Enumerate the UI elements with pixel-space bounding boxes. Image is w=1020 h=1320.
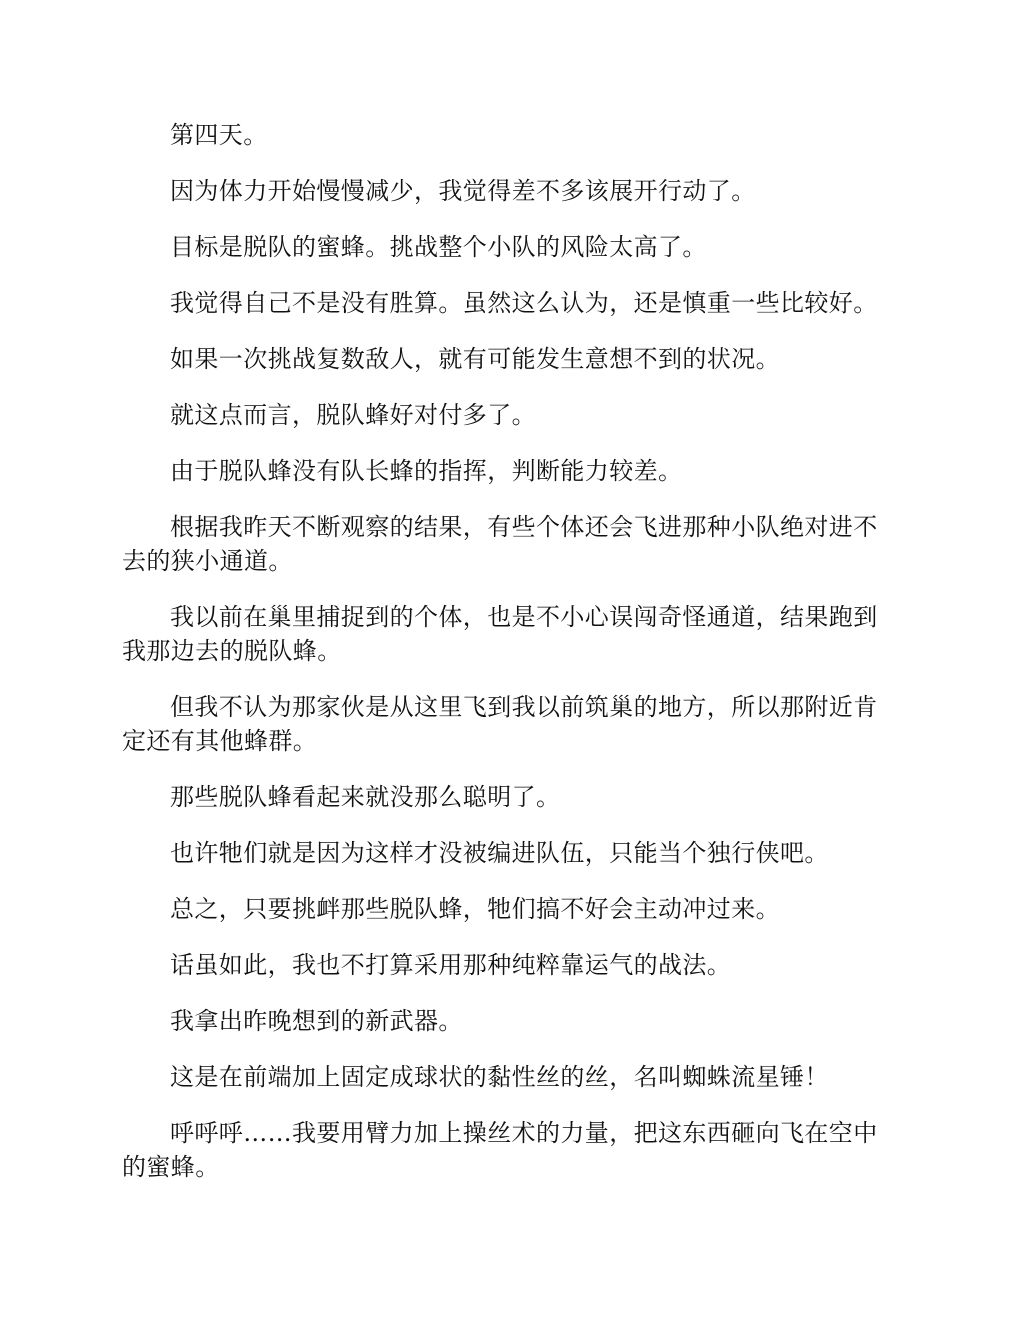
paragraph-16: 这是在前端加上固定成球状的黏性丝的丝，名叫蜘蛛流星锤！	[170, 1063, 829, 1091]
paragraph-5: 如果一次挑战复数敌人，就有可能发生意想不到的状况。	[170, 345, 780, 373]
paragraph-4: 我觉得自己不是没有胜算。虽然这么认为，还是慎重一些比较好。	[170, 289, 878, 317]
paragraph-2: 因为体力开始慢慢减少，我觉得差不多该展开行动了。	[170, 177, 756, 205]
paragraph-13: 总之，只要挑衅那些脱队蜂，牠们搞不好会主动冲过来。	[170, 895, 780, 923]
paragraph-9: 我以前在巢里捕捉到的个体，也是不小心误闯奇怪通道，结果跑到我那边去的脱队蜂。	[122, 603, 878, 665]
paragraph-10: 但我不认为那家伙是从这里飞到我以前筑巢的地方，所以那附近肯定还有其他蜂群。	[122, 693, 878, 755]
paragraph-6: 就这点而言，脱队蜂好对付多了。	[170, 401, 536, 429]
paragraph-7: 由于脱队蜂没有队长蜂的指挥，判断能力较差。	[170, 457, 683, 485]
paragraph-8: 根据我昨天不断观察的结果，有些个体还会飞进那种小队绝对进不去的狭小通道。	[122, 513, 878, 575]
paragraph-15: 我拿出昨晚想到的新武器。	[170, 1007, 463, 1035]
document-page	[122, 118, 898, 1206]
paragraph-11: 那些脱队蜂看起来就没那么聪明了。	[170, 783, 561, 811]
paragraph-3: 目标是脱队的蜜蜂。挑战整个小队的风险太高了。	[170, 233, 707, 261]
paragraph-1: 第四天。	[170, 121, 268, 149]
paragraph-12: 也许牠们就是因为这样才没被编进队伍，只能当个独行侠吧。	[170, 839, 829, 867]
paragraph-17: 呼呼呼……我要用臂力加上操丝术的力量，把这东西砸向飞在空中的蜜蜂。	[122, 1119, 878, 1181]
paragraph-14: 话虽如此，我也不打算采用那种纯粹靠运气的战法。	[170, 951, 732, 979]
